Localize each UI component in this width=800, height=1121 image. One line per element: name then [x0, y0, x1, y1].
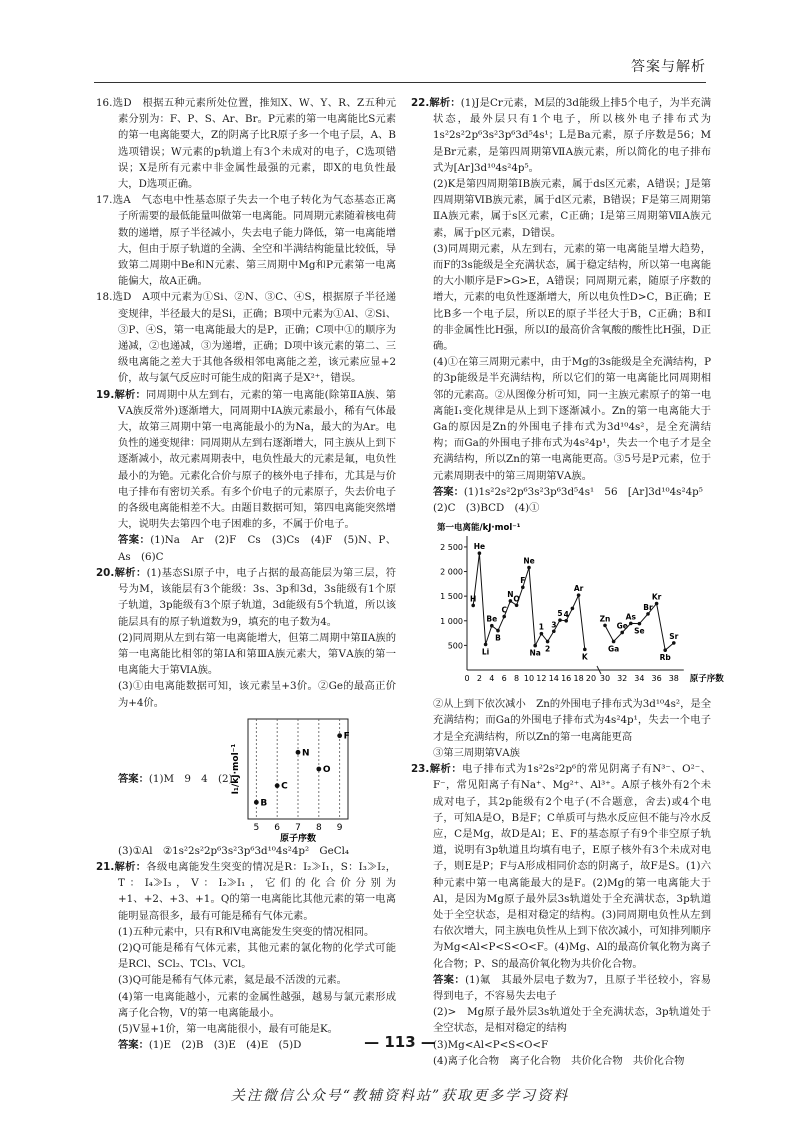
- chart2-point: [577, 594, 581, 598]
- chart2-point-label: 5: [557, 609, 563, 619]
- q19-answer-label: 答案：: [118, 534, 151, 547]
- q21-text-c: (2)Q可能是稀有气体元素，其他元素的氯化物的化学式可能是RCl、SCl₂、TCl₃、VCl。: [118, 941, 396, 971]
- q20-label: 20.解析：: [96, 566, 147, 579]
- q20-answer-label: 答案：: [118, 772, 149, 785]
- chart2-point: [496, 629, 500, 633]
- chart2-xtick: 12: [536, 674, 547, 684]
- ionization-chart-large: [433, 518, 724, 694]
- chart2-point: [571, 607, 575, 611]
- chart2-point: [646, 612, 650, 616]
- chart2-point-label: 4: [563, 610, 569, 620]
- chart2-point-label: Se: [634, 626, 645, 636]
- q20-answer-figure: [96, 713, 396, 844]
- q23-answer-2: (2)> Mg原子最外层3s轨道处于全充满状态，3p轨道处于全空状态，是相对稳定的结构: [433, 1006, 711, 1035]
- chart1-point-label: B: [260, 798, 268, 809]
- q22-answer-3: ②从上到下依次减小 Zn的外围电子排布式为3d¹⁰4s²，是全充满结构；而Ga的外围电子排布式为4s²4p¹，失去一个电子才是全充满结构，所以Zn的第一电离能更高: [433, 698, 711, 743]
- q23-text: [411, 761, 711, 972]
- chart2-xtick: 10: [523, 674, 535, 684]
- q20-text: [96, 565, 396, 630]
- chart2-point-label: 2: [544, 644, 551, 654]
- chart2-xtick: 30: [599, 674, 611, 684]
- chart2-point: [502, 615, 506, 619]
- chart2-xlabel: 原子序数: [689, 674, 724, 685]
- q22-answer-figure: [411, 518, 724, 694]
- q21-text-d: (3)Q可能是稀有气体元素，氦是最不活泼的元素。: [118, 974, 347, 987]
- chart2-point: [471, 604, 475, 608]
- q19-label: 19.解析：: [96, 388, 146, 401]
- q23-answer-label: 答案：: [433, 973, 466, 986]
- q21-answer-body: (1)E (2)B (3)E (4)E (5)D: [148, 1039, 302, 1052]
- chart1-point-label: O: [322, 764, 331, 775]
- page-header: [94, 52, 706, 83]
- chart2-point-label: O: [513, 594, 520, 604]
- chart2-xtick: 32: [617, 674, 628, 684]
- chart2-point-label: Zn: [599, 614, 611, 624]
- q23-label: 23.解析：: [411, 763, 463, 776]
- chart2-point: [583, 648, 587, 652]
- chart2-point: [490, 624, 494, 628]
- chart2-point: [521, 586, 525, 590]
- q23-answer-4: (4)离子化合物 离子化合物 共价化合物 共价化合物: [433, 1054, 685, 1067]
- chart2-xtick: 16: [561, 674, 572, 684]
- chart1-point: [254, 800, 259, 805]
- q22-text-b: (2)K是第四周期第ⅠB族元素，属于ds区元素，A错误；J是第四周期第ⅥB族元素，属于d区元素，B错误；F是第三周期第ⅡA族元素，属于s区元素，C正确；I是第三周期第ⅦA族元素，属于p区元素，D错误。: [433, 178, 711, 239]
- chart2-point-label: C: [501, 605, 507, 615]
- chart1-ylabel: I₁/kJ·mol⁻¹: [231, 743, 241, 795]
- chart2-point: [484, 643, 488, 647]
- q19-answer: [96, 532, 396, 564]
- chart2-point: [558, 619, 562, 623]
- q23-answer-3: (3)Mg<Al<P<S<O<F: [433, 1038, 549, 1051]
- chart2-point: [564, 619, 568, 623]
- chart2-xtick: 20: [585, 674, 597, 684]
- chart2-point: [603, 624, 607, 628]
- q22-text-d: (4)①在第三周期元素中，由于Mg的3s能级是全充满结构，P的3p能级是半充满结构，所以它们的第一电离能比同周期相邻的元素高。②从图像分析可知，同一主族元素原子的第一电离能I₁变化规律是从上到下逐渐减小。Zn的第一电离能大于Ga的原因是Zn的外围电子排布式为3d¹⁰4s²，是全充满结构；而Ga的外围电子排布式为4s²4p¹，失去一个电子才是全充满结构，所以Zn的第一电离能更高。③5号是P元素，位于元素周期表中的第三周期第ⅤA族。: [433, 356, 712, 482]
- chart2-point-label: F: [520, 576, 526, 586]
- chart2-ytick: 2 500: [440, 543, 463, 553]
- chart1-point: [296, 750, 301, 755]
- q22-answer-label: 答案：: [433, 485, 464, 498]
- chart2-point-label: Ne: [523, 556, 535, 566]
- ionization-chart-small: [226, 713, 356, 844]
- q20-body-a: (1)基态Si原子中，电子占据的最高能层为第三层，符号为M，该能层有3个能级：3s、3p和3d，3s能级有1个原子轨道，3p能级有3个原子轨道，3d能级有5个轨道，所以该能层具有的原子轨道数为9，填充的电子数为4。: [118, 566, 396, 628]
- chart2-point: [655, 602, 659, 606]
- chart2-point: [533, 644, 537, 648]
- q17-text: 17.选A 气态电中性基态原子失去一个电子转化为气态基态正离子所需要的最低能量叫做第一电离能。同周期元素随着核电荷数的递增，原子半径减小，失去电子能力降低，第一电离能增大，但由于原子轨道的全满、全空和半满结构能量比较低，导致第二周期中Be和N元素、第三周期中Mg和P元素第一电离能偏大，故A正确。: [96, 194, 397, 288]
- q22-answer-2: (2)C (3)BCD (4)①: [433, 502, 540, 515]
- chart2-point-label: 1: [538, 622, 545, 632]
- chart2-point-label: As: [625, 612, 636, 622]
- q23-answer: [411, 972, 711, 1004]
- chart2-point: [478, 552, 482, 556]
- q22-answer: [411, 484, 711, 500]
- chart1-point-label: N: [302, 748, 310, 759]
- chart2-xtick: 34: [634, 674, 645, 684]
- chart2-xtick: 0: [464, 674, 470, 684]
- chart2-ytick: 1 000: [440, 617, 463, 627]
- chart2-point: [515, 604, 519, 608]
- footer-note: 关注微信公众号“教辅资料站”获取更多学习资料: [230, 1088, 570, 1104]
- chart2-point-label: H: [470, 594, 477, 604]
- chart2-xtick: 38: [668, 674, 679, 684]
- chart2-point-label: 3: [551, 620, 557, 630]
- q23-answer-1: (1)氟 其最外层电子数为7，且原子半径较小，容易得到电子，不容易失去电子: [433, 973, 711, 1002]
- q22-body-a: (1)J是Cr元素，M层的3d能级上排5个电子，为半充满状态，最外层只有1个电子，所以核外电子排布式为1s²2s²2p⁶3s²3p⁶3d⁵4s¹；L是Ba元素，原子序数是56；M是Br元素，是第四周期第ⅦA族元素，所以简化的电子排布式为[Ar]3d¹⁰4s²4p⁵。: [433, 97, 711, 174]
- left-column: [96, 95, 396, 1053]
- chart2-point-label: Br: [643, 603, 653, 613]
- chart2-point-label: Na: [529, 648, 541, 658]
- chart2-point: [672, 641, 676, 645]
- chart2-point-label: K: [581, 652, 588, 662]
- chart2-xtick: 6: [501, 674, 507, 684]
- chart1-point-label: F: [343, 731, 350, 742]
- chart1-xtick: 6: [274, 822, 281, 833]
- q20-text-b: (2)同周期从左到右第一电离能增大，但第二周期中第ⅡA族的第一电离能比相邻的第ⅠA和第ⅢA族元素大，第ⅤA族的第一电离能大于第ⅥA族。: [118, 631, 396, 677]
- chart2-point: [527, 566, 531, 570]
- chart2-point-label: He: [473, 542, 486, 552]
- chart2-point-label: Ar: [573, 584, 584, 594]
- q21-label: 21.解析：: [96, 860, 147, 873]
- q22-text: [411, 95, 711, 176]
- chart2-title: 第一电离能/kJ·mol⁻¹: [437, 523, 521, 534]
- q20-answer-line: [118, 771, 233, 787]
- q21-body-a: 各级电离能发生突变的情况是R：I₂≫I₁，S：I₃≫I₂，T：I₄≫I₃，V：I₂≫I₁，它们的化合价分别为+1、+2、+3、+1。Q的第一电离能比其他元素的第一电离能明显高很多，最有可能是稀有气体元素。: [118, 860, 396, 922]
- chart2-xtick: 14: [548, 674, 559, 684]
- q19-answer-body: (1)Na Ar (2)F Cs (3)Cs (4)F (5)N、P、As (6)C: [118, 534, 396, 563]
- chart2-xtick: 18: [573, 674, 584, 684]
- chart1-point-label: C: [281, 781, 288, 792]
- chart2-ytick: 1 500: [440, 592, 463, 602]
- chart2-ytick: 2 000: [440, 567, 463, 577]
- chart2-xtick: 36: [651, 674, 662, 684]
- chart1-xlabel: 原子序数: [279, 833, 317, 844]
- chart1-xtick: 9: [336, 822, 343, 833]
- chart2-ytick: 500: [447, 641, 463, 651]
- q22-text-c: (3)同周期元素，从左到右，元素的第一电离能呈增大趋势，而F的3s能级是全充满状态，属于稳定结构，所以第一电离能的大小顺序是F>G>E，A错误；同周期元素，随原子序数的增大，元素的电负性逐渐增大，所以电负性D>C，B正确；E比B多一个电子层，所以E的原子半径大于B，C正确；B和I的非金属性比H强，所以I的最高价含氧酸的酸性比H强，D正确。: [433, 242, 711, 353]
- chart2-point: [509, 599, 513, 603]
- q20-answer-3: (3)①Al ②1s²2s²2p⁶3s²3p⁶3d¹⁰4s²4p² GeCl₄: [118, 844, 350, 857]
- q21-text-e: (4)第一电离能越小，元素的金属性越强，越易与氯元素形成离子化合物，V的第一电离能最小。: [118, 990, 396, 1019]
- chart2-point: [540, 632, 544, 636]
- q23-body: 电子排布式为1s²2s²2p⁶的常见阴离子有N³⁻、O²⁻、F⁻，常见阳离子有Na⁺、Mg²⁺、Al³⁺。A原子核外有2个未成对电子，其2p能级有2个电子(不合题意，舍去)或4个电子，可知A是O，B是F；C单质可与热水反应但不能与冷水反应，C是Mg，故D是Al；E、F的基态原子有9个非空原子轨道，说明有3p轨道且均填有电子，E原子核外有3个未成对电子，则E是P；F与A形成相同价态的阴离子，故F是S。(1)六种元素中第一电离能最大的是F。(2)Mg的第一电离能大于Al，是因为Mg原子最外层3s轨道处于全充满状态，3p轨道处于全空状态，是相对稳定的结构。(3)同周期电负性从左到右依次增大，同主族电负性从上到下依次减小，可知排列顺序为Mg<Al<P<S<O<F。(4)Mg、Al的最高价氧化物为离子化合物；P、S的最高价氧化物为共价化合物。: [433, 763, 712, 970]
- chart1-point: [275, 783, 280, 788]
- chart2-xtick: 2: [476, 674, 482, 684]
- chart2-point: [663, 649, 667, 653]
- q21-text: [96, 859, 396, 924]
- chart2-point-label: Ge: [616, 621, 628, 631]
- chart2-point-label: Rb: [659, 653, 671, 663]
- chart1-point: [316, 766, 321, 771]
- chart1-point: [337, 733, 342, 738]
- chart2-point: [552, 630, 556, 634]
- q21-answer-label: 答案：: [118, 1039, 149, 1052]
- chart2-point: [546, 640, 550, 644]
- page-number: — 113 —: [364, 1033, 436, 1051]
- chart2-point: [620, 631, 624, 635]
- chart2-point-label: Kr: [651, 592, 662, 602]
- q18-text: 18.选D A项中元素为①Si、②N、③C、④S，根据原子半径递变规律，半径最大的是Si，正确；B项中元素为①Al、②Si、③P、④S，第一电离能最大的是P，正确；C项中①的顺序为递减，②也递减，③为递增，正确；D项中该元素的第二、三级电离能之差大于其他各级相邻电离能之差，该元素应显+2价，故与氯气反应时可能生成的阳离子是X²⁺，错误。: [96, 291, 396, 385]
- q22-answer-1: (1)1s²2s²2p⁶3s²3p⁶3d⁵4s¹ 56 [Ar]3d¹⁰4s²4p⁵: [463, 485, 703, 498]
- chart2-point-label: B: [495, 633, 501, 643]
- chart1-xtick: 8: [315, 822, 322, 833]
- chart2-point-label: Ga: [607, 644, 620, 654]
- q21-text-b: (1)五种元素中，只有R和V电离能发生突变的情况相同。: [118, 925, 375, 938]
- q22-label: 22.解析：: [411, 97, 461, 109]
- section-title: 答案与解析: [631, 59, 706, 75]
- q19-text: [96, 387, 396, 533]
- chart2-point-label: Be: [486, 614, 498, 624]
- chart2-xtick: 4: [489, 674, 495, 684]
- chart2-point-label: Sr: [669, 632, 679, 642]
- chart2-point: [638, 622, 642, 626]
- q16-text: 16.选D 根据五种元素所处位置，推知X、W、Y、R、Z五种元素分别为：F、P、S、Ar、Br。P元素的第一电离能比S元素的第一电离能要大，Z的阴离子比R原子多一个电子层，A、B选项错误；W元素的p轨道上有3个未成对的电子，C选项错误；X是所有元素中非金属性最强的元素，即X的电负性最大，D选项正确。: [96, 97, 396, 191]
- chart2-point: [629, 622, 633, 626]
- q19-body: 同周期中从左到右，元素的第一电离能(除第ⅡA族、第ⅤA族反常外)逐渐增大，同周期中ⅠA族元素最小，稀有气体最大，故第三周期中第一电离能最小的为Na，最大的为Ar。电负性的递变规律：同周期从左到右逐渐增大，同主族从上到下逐渐减小，故元素周期表中，电负性最大的元素是氟，电负性最小的为铯。元素化合价与原子的核外电子排布，尤其是与价电子排布有密切关系。有多个价电子的元素原子，失去价电子的各级电离能相差不大。由题目数据可知，第四电离能突然增大，说明失去第四个电子困难的多，不属于价电子。: [118, 388, 397, 531]
- chart2-point: [612, 640, 616, 644]
- chart2-point-label: Li: [481, 647, 490, 657]
- q20-answer-body: (1)M 9 4 (2): [148, 772, 233, 785]
- chart1-xtick: 7: [295, 822, 301, 833]
- chart2-point-label: N: [507, 590, 514, 600]
- chart1-xtick: 5: [253, 822, 260, 833]
- q20-text-c: (3)①由电离能数据可知，该元素呈+3价。②Ge的最高正价为+4价。: [118, 680, 396, 709]
- q21-text-f: (5)V显+1价，第一电离能很小，最有可能是K。: [118, 1022, 338, 1035]
- chart2-xtick: 8: [514, 674, 520, 684]
- q22-answer-4: ③第三周期第ⅤA族: [433, 746, 520, 759]
- right-column: [411, 95, 724, 1069]
